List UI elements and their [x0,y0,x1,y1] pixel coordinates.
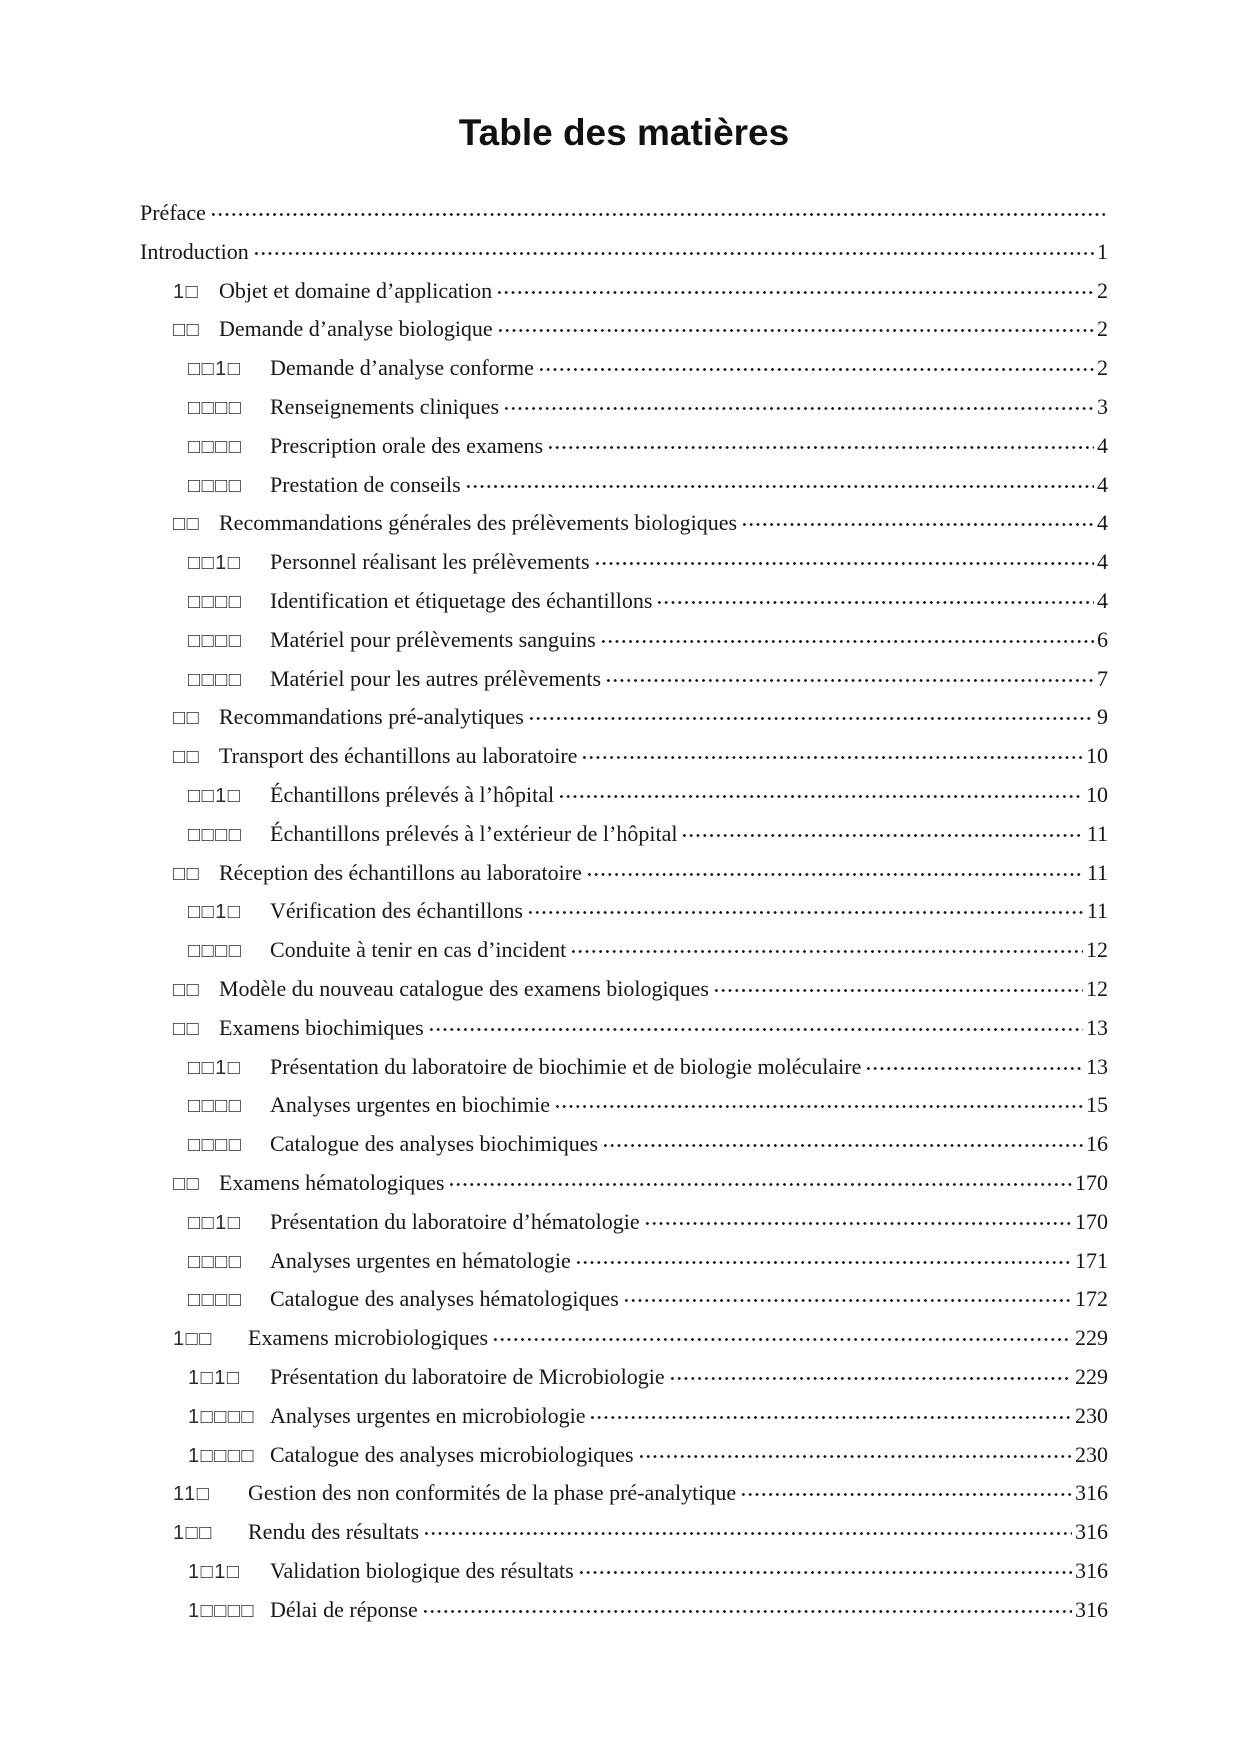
entry-label: Examens hématologiques [219,1169,445,1195]
entry-label: Matériel pour prélèvements sanguins [270,626,596,652]
toc-entry [140,1591,1108,1630]
dot-leader [865,1067,1083,1072]
entry-page-number: 316 [1075,1519,1108,1545]
toc-entry [140,776,1108,815]
entry-page-number: 172 [1075,1286,1108,1312]
dot-leader [594,562,1094,567]
entry-number: 1□□ [173,1328,213,1351]
entry-page-number: 2 [1097,277,1108,303]
toc-entry [140,504,1108,543]
toc-entry [140,1086,1108,1125]
entry-label: Délai de réponse [270,1596,418,1622]
entry-label: Examens microbiologiques [248,1325,489,1351]
entry-label: Préface [140,200,206,225]
page-title: Table des matières [458,112,790,153]
entry-page-number: 13 [1086,1053,1108,1079]
toc-entry [140,1048,1108,1087]
toc-entry [140,272,1108,311]
entry-number: □□□□ [188,590,243,613]
entry-page-number: 230 [1075,1441,1108,1467]
entry-number: □□1□ [188,358,242,381]
entry-number: □□1□ [188,1056,242,1079]
toc-entry [140,233,1108,272]
entry-page-number: 12 [1086,937,1108,963]
entry-page-number: 15 [1086,1092,1108,1118]
entry-page-number: 11 [1086,898,1108,924]
entry-number: □□ [173,978,201,1001]
entry-page-number: 316 [1075,1557,1108,1583]
dot-leader [210,213,1105,218]
entry-page-number: 4 [1097,549,1108,575]
entry-page-number: 316 [1075,1480,1108,1506]
entry-page-number: 2 [1097,316,1108,342]
dot-leader [740,1493,1072,1498]
toc-entry [140,854,1108,893]
toc-entry [140,582,1108,621]
entry-label: Conduite à tenir en cas d’incident [270,937,567,963]
dot-leader [589,1416,1072,1421]
dot-leader [602,1144,1083,1149]
entry-number: □□□□ [188,1289,243,1312]
dot-leader [422,1610,1072,1615]
entry-page-number: 11 [1086,820,1108,846]
toc-entry [140,194,1108,233]
entry-label: Personnel réalisant les prélèvements [270,549,590,575]
dot-leader [570,950,1083,955]
dot-leader [605,679,1094,684]
dot-leader [448,1183,1072,1188]
dot-leader [558,795,1083,800]
toc-entry [140,737,1108,776]
entry-page-number: 9 [1097,704,1108,730]
entry-page-number: 170 [1075,1169,1108,1195]
dot-leader [578,1571,1072,1576]
entry-label: Introduction [140,238,249,264]
entry-page-number: 10 [1086,743,1108,769]
toc-entry [140,310,1108,349]
entry-number: 1□ [173,280,200,303]
toc-entry [140,660,1108,699]
entry-label: Matériel pour les autres prélèvements [270,665,602,691]
entry-number: □□ [173,1017,201,1040]
toc-entry [140,1474,1108,1513]
toc-entry [140,1280,1108,1319]
toc-entry [140,698,1108,737]
entry-label: Objet et domaine d’application [219,277,493,303]
entry-page-number: 170 [1075,1208,1108,1234]
entry-label: Demande d’analyse biologique [219,316,493,342]
entry-label: Validation biologique des résultats [270,1557,574,1583]
entry-label: Échantillons prélevés à l’extérieur de l’hôpital [270,820,678,846]
toc-entry [140,1436,1108,1475]
entry-page-number: 230 [1075,1402,1108,1428]
entry-label: Renseignements cliniques [270,393,500,419]
toc-entry [140,1513,1108,1552]
entry-label: Prescription orale des examens [270,432,544,458]
entry-number: □□ [173,746,201,769]
toc-entry [140,388,1108,427]
entry-label: Vérification des échantillons [270,898,523,924]
entry-page-number: 16 [1086,1131,1108,1157]
entry-label: Rendu des résultats [248,1519,420,1545]
entry-label: Recommandations pré-analytiques [219,704,524,730]
entry-page-number: 1 [1097,238,1108,264]
dot-leader [581,756,1083,761]
dot-leader [527,911,1084,916]
toc-entry [140,1009,1108,1048]
entry-label: Prestation de conseils [270,471,461,497]
dot-leader [465,485,1094,490]
dot-leader [681,834,1083,839]
toc-entry [140,543,1108,582]
entry-label: Recommandations générales des prélèvements biologiques [219,510,738,536]
entry-page-number: 3 [1097,393,1108,419]
toc-entry [140,466,1108,505]
entry-label: Identification et étiquetage des échantillons [270,587,653,613]
toc-entry [140,815,1108,854]
entry-page-number: 171 [1075,1247,1108,1273]
dot-leader [656,601,1094,606]
dot-leader [538,368,1094,373]
entry-number: 1□1□ [188,1560,241,1583]
entry-label: Modèle du nouveau catalogue des examens biologiques [219,975,709,1001]
entry-page-number: 12 [1086,975,1108,1001]
entry-page-number: 229 [1075,1363,1108,1389]
toc-entry [140,892,1108,931]
entry-label: Catalogue des analyses microbiologiques [270,1441,634,1467]
dot-leader [554,1105,1083,1110]
toc-entry [140,1125,1108,1164]
dot-leader [547,446,1094,451]
toc-entry [140,1552,1108,1591]
entry-number: □□ [173,1172,201,1195]
dot-leader [638,1455,1072,1460]
dot-leader [253,252,1094,257]
dot-leader [600,640,1094,645]
entry-number: 1□□□□ [188,1599,255,1622]
toc-entry [140,1164,1108,1203]
entry-label: Examens biochimiques [219,1014,424,1040]
dot-leader [492,1338,1072,1343]
entry-number: □□□□ [188,1250,243,1273]
dot-leader [575,1261,1072,1266]
entry-page-number: 11 [1086,859,1108,885]
entry-number: □□ [173,862,201,885]
entry-number: 1□1□ [188,1366,241,1389]
entry-page-number: 229 [1075,1325,1108,1351]
entry-number: 1□□□□ [188,1444,255,1467]
toc-entry [140,349,1108,388]
dot-leader [497,329,1094,334]
entry-number: 11□ [173,1483,211,1506]
entry-page-number: 10 [1086,781,1108,807]
dot-leader [496,291,1094,296]
entry-label: Analyses urgentes en biochimie [270,1092,551,1118]
dot-leader [528,717,1094,722]
table-of-contents [140,194,1108,1629]
dot-leader [623,1299,1072,1304]
entry-number: □□□□ [188,668,243,691]
dot-leader [644,1222,1072,1227]
entry-label: Réception des échantillons au laboratoire [219,859,582,885]
entry-page-number: 2 [1097,355,1108,381]
entry-page-number: 4 [1097,587,1108,613]
entry-number: □□1□ [188,784,242,807]
toc-entry [140,970,1108,1009]
entry-number: □□□□ [188,435,243,458]
dot-leader [423,1532,1072,1537]
entry-label: Analyses urgentes en microbiologie [270,1402,586,1428]
toc-entry [140,1319,1108,1358]
entry-number: □□□□ [188,940,243,963]
entry-number: □□□□ [188,1134,243,1157]
entry-number: □□ [173,707,201,730]
entry-label: Catalogue des analyses hématologiques [270,1286,619,1312]
entry-number: □□□□ [188,629,243,652]
entry-number: □□1□ [188,552,242,575]
dot-leader [713,989,1083,994]
dot-leader [503,407,1094,412]
entry-number: □□ [173,319,201,342]
entry-page-number: 316 [1075,1596,1108,1622]
dot-leader [741,523,1094,528]
toc-entry [140,621,1108,660]
toc-entry [140,427,1108,466]
entry-label: Transport des échantillons au laboratoire [219,743,578,769]
entry-number: □□□□ [188,1095,243,1118]
entry-page-number: 4 [1097,510,1108,536]
entry-number: □□1□ [188,901,242,924]
entry-page-number: 4 [1097,432,1108,458]
toc-entry [140,1203,1108,1242]
entry-label: Échantillons prélevés à l’hôpital [270,781,555,807]
entry-page-number: 4 [1097,471,1108,497]
dot-leader [428,1028,1083,1033]
entry-number: □□□□ [188,396,243,419]
entry-number: □□□□ [188,474,243,497]
toc-entry [140,1358,1108,1397]
entry-number: 1□□ [173,1522,213,1545]
entry-page-number: 6 [1097,626,1108,652]
toc-entry [140,1242,1108,1281]
entry-number: 1□□□□ [188,1405,255,1428]
entry-label: Présentation du laboratoire de Microbiologie [270,1363,665,1389]
entry-page-number: 13 [1086,1014,1108,1040]
entry-label: Catalogue des analyses biochimiques [270,1131,599,1157]
entry-label: Présentation du laboratoire d’hématologie [270,1208,640,1234]
entry-number: □□ [173,513,201,536]
dot-leader [669,1377,1072,1382]
entry-label: Gestion des non conformités de la phase pré-analytique [248,1480,737,1506]
entry-label: Analyses urgentes en hématologie [270,1247,571,1273]
entry-page-number: 7 [1097,665,1108,691]
entry-number: □□1□ [188,1211,242,1234]
entry-label: Demande d’analyse conforme [270,355,534,381]
toc-entry [140,931,1108,970]
dot-leader [586,873,1084,878]
entry-label: Présentation du laboratoire de biochimie et de biologie moléculaire [270,1053,862,1079]
toc-entry [140,1397,1108,1436]
entry-number: □□□□ [188,823,243,846]
